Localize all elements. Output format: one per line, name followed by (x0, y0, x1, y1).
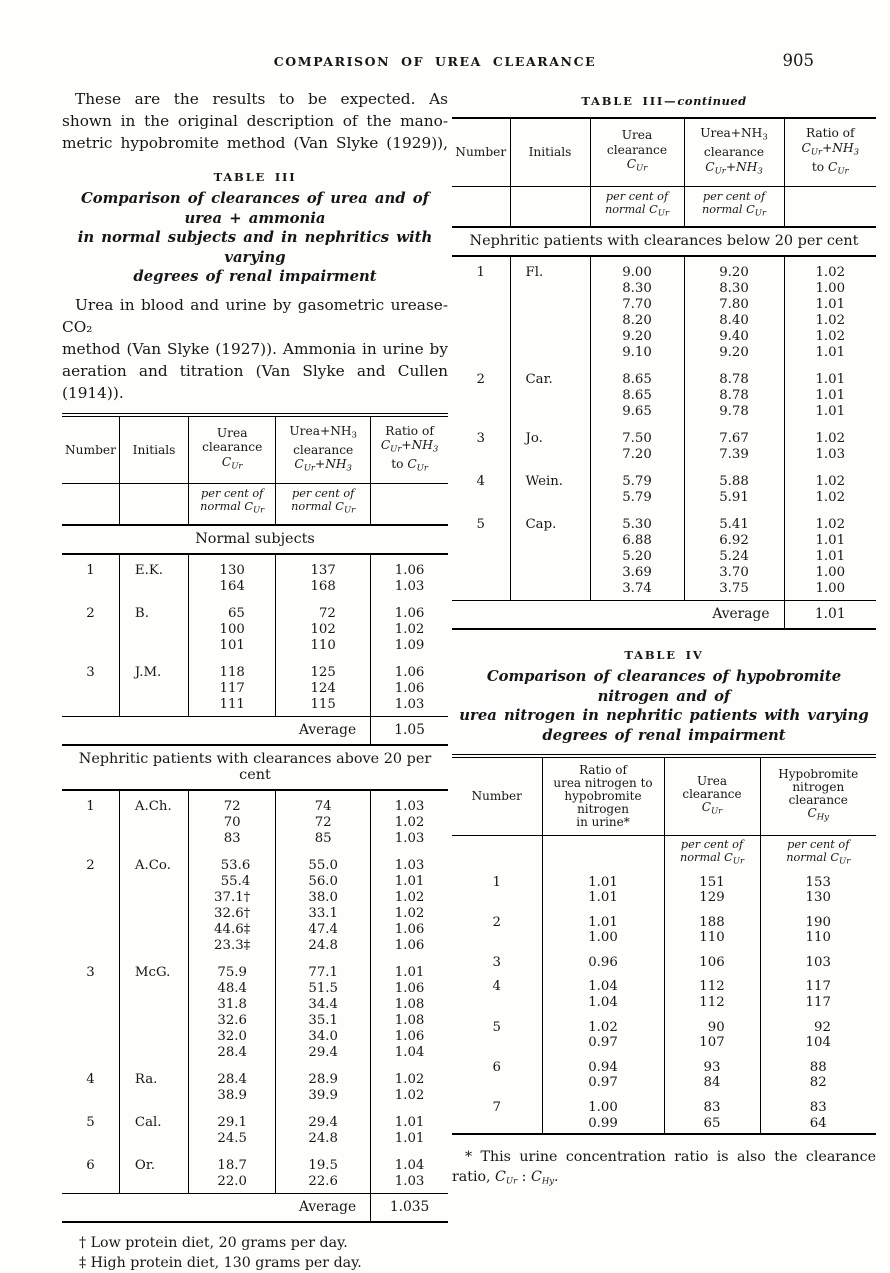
table3-methods-note (62, 294, 448, 404)
table-cell: 117 117 (760, 972, 876, 1012)
average-value: 1.035 (371, 1193, 448, 1222)
table-cell: 4 (476, 474, 485, 489)
table3-footnotes (62, 1233, 448, 1273)
table-cell: 7.50 7.20 (590, 423, 684, 466)
table-row (62, 1150, 448, 1194)
table-cell: 1.00 0.99 (542, 1093, 664, 1134)
table4-label: TABLE IV (624, 648, 704, 662)
table-cell: 72 102 110 (276, 598, 371, 657)
table-row (62, 790, 448, 850)
table-cell: 28.9 39.9 (276, 1064, 371, 1107)
table-cell: 4 (492, 979, 501, 995)
average-value: 1.05 (371, 716, 448, 745)
table-cell: Ra. (119, 1064, 188, 1107)
table-cell: 1.04 1.03 (371, 1150, 448, 1194)
column-header: Ratio of $C_{Ur}+NH_3$ to $C_{Ur}$ (371, 415, 448, 484)
table-cell: 6 (492, 1059, 501, 1075)
section-heading-row: Nephritic patients with clearances above 20 per cent (62, 745, 448, 790)
table3 (62, 413, 448, 1223)
table-cell: 0.96 (542, 948, 664, 973)
table-cell: 112 112 (664, 972, 760, 1012)
table-cell: Cal. (119, 1107, 188, 1150)
table-row (452, 256, 876, 364)
table-cell: 7 (492, 1100, 501, 1116)
table-cell: 151 129 (664, 872, 760, 908)
table-cell: 5 (476, 517, 485, 532)
table-cell: 2 (476, 372, 485, 387)
column-header: Urea clearance $C_{Ur}$ (590, 118, 684, 186)
table4 (452, 754, 876, 1135)
table4-title (452, 667, 876, 745)
text-line: urea nitrogen in nephritic patients with varying (459, 707, 869, 724)
table-cell: 1.01 1.06 1.08 1.08 1.06 1.04 (371, 957, 448, 1064)
table-row (452, 872, 876, 908)
table-row (62, 598, 448, 657)
intro-paragraph (62, 88, 448, 154)
average-row (62, 716, 448, 745)
table-cell: 1.02 0.97 (542, 1013, 664, 1053)
table-cell: 5.79 5.79 (590, 466, 684, 509)
text-line: in normal subjects and in nephritics with varying (77, 229, 433, 266)
table-cell: 8.65 8.65 9.65 (590, 364, 684, 423)
units-row: per cent of normal $C_{Ur}$ per cent of normal $C_{Ur}$ (452, 836, 876, 872)
table-cell: 19.5 22.6 (276, 1150, 371, 1194)
table3-label: TABLE III (213, 170, 297, 184)
table-cell: 1.01 1.01 1.01 (784, 364, 876, 423)
table-cell: 1 (476, 265, 485, 280)
table-cell: 1.01 1.00 (542, 908, 664, 948)
text-line: ratio, $C_{Ur}$ : $C_{Hy}$. (452, 1169, 559, 1187)
table-cell: 1.03 1.01 1.02 1.02 1.06 1.06 (371, 850, 448, 957)
column-header: Number (452, 118, 510, 186)
table-cell: 53.6 55.4 37.1† 32.6† 44.6‡ 23.3‡ (189, 850, 276, 957)
table-cell: 118 117 111 (189, 657, 276, 717)
text-line: † Low protein diet, 20 grams per day. (79, 1234, 348, 1251)
table-cell: 1.06 1.02 1.09 (371, 598, 448, 657)
header-row (452, 118, 876, 186)
table-cell: 83 64 (760, 1093, 876, 1134)
table-cell: 1 (492, 874, 501, 890)
table-cell: E.K. (119, 554, 188, 598)
table-row (452, 1053, 876, 1093)
text-line: aeration and titration (Van Slyke and Cullen (1914)). (62, 361, 448, 402)
column-header: Urea clearance $C_{Ur}$ (189, 415, 276, 484)
table-row (452, 466, 876, 509)
table-row (452, 948, 876, 973)
table-cell: 28.4 38.9 (189, 1064, 276, 1107)
average-row (452, 601, 876, 630)
text-line: ‡ High protein diet, 130 grams per day. (79, 1254, 362, 1271)
table3-title (62, 189, 448, 287)
column-header: $Urea+NH_3$ clearance $C_{Ur}+NH_3$ (684, 118, 784, 186)
table-row (62, 554, 448, 598)
table-cell: 29.4 24.8 (276, 1107, 371, 1150)
column-header: Ratio of $C_{Ur}+NH_3$ to $C_{Ur}$ (784, 118, 876, 186)
table-cell: 2 (86, 857, 95, 873)
table-cell: 1.02 1.03 (784, 423, 876, 466)
table-cell: 77.1 51.5 34.4 35.1 34.0 29.4 (276, 957, 371, 1064)
table-cell: Cap. (510, 509, 590, 601)
table-cell: McG. (119, 957, 188, 1064)
table-cell: 1.04 1.04 (542, 972, 664, 1012)
table-cell: B. (119, 598, 188, 657)
section-heading-row: Nephritic patients with clearances below 20 per cent (452, 227, 876, 256)
table3-continued-label: TABLE III—continued (581, 94, 747, 108)
average-label: Average (452, 601, 784, 630)
table-row (62, 657, 448, 717)
table-cell: 93 84 (664, 1053, 760, 1093)
table-cell: 72 70 83 (189, 790, 276, 850)
table-cell: 92 104 (760, 1013, 876, 1053)
text-line: shown in the original description of the mano- (62, 112, 448, 130)
table-cell: 3 (86, 664, 95, 680)
left-column (62, 88, 448, 1273)
average-value: 1.01 (784, 601, 876, 630)
page-number: 905 (782, 51, 814, 70)
column-header: Number (62, 415, 119, 484)
table-cell: 2 (492, 914, 501, 930)
column-header: Initials (119, 415, 188, 484)
table4-footnote (452, 1147, 876, 1192)
table-cell: A.Co. (119, 850, 188, 957)
table-row (452, 1093, 876, 1134)
table-cell: 106 (664, 948, 760, 973)
table-cell: 7.67 7.39 (684, 423, 784, 466)
table-cell: 5 (86, 1114, 95, 1130)
table-cell: 2 (86, 605, 95, 621)
table-cell: 9.20 8.30 7.80 8.40 9.40 9.20 (684, 256, 784, 364)
table-cell: 137 168 (276, 554, 371, 598)
table-cell: 1.01 1.01 (542, 872, 664, 908)
table-row (452, 908, 876, 948)
table-cell: 9.00 8.30 7.70 8.20 9.20 9.10 (590, 256, 684, 364)
table-row (452, 1013, 876, 1053)
header-row (452, 756, 876, 836)
column-header: Urea clearance $C_{Ur}$ (664, 756, 760, 836)
units-row: per cent of normal $C_{Ur}$ per cent of normal $C_{Ur}$ (62, 484, 448, 525)
section-heading-row: Normal subjects (62, 525, 448, 554)
header-row (62, 415, 448, 484)
running-head (0, 51, 890, 74)
table3-data-table (62, 413, 448, 1223)
table-cell: A.Ch. (119, 790, 188, 850)
table-cell: Or. (119, 1150, 188, 1194)
table-cell: 5.30 6.88 5.20 3.69 3.74 (590, 509, 684, 601)
table-cell: 3 (476, 431, 485, 446)
table-cell: 190 110 (760, 908, 876, 948)
table-cell: 1.02 1.02 (784, 466, 876, 509)
table-cell: 0.94 0.97 (542, 1053, 664, 1093)
table-cell: 5.88 5.91 (684, 466, 784, 509)
text-line: * This urine concentration ratio is also the clearance (465, 1149, 876, 1166)
text-line: Urea in blood and urine by gasometric urease-CO₂ (62, 295, 448, 336)
table4-data-table (452, 754, 876, 1135)
text-line: Comparison of clearances of hypobromite nitrogen and of (486, 668, 842, 705)
table-cell: 1.02 1.00 1.01 1.02 1.02 1.01 (784, 256, 876, 364)
table-cell: 90 107 (664, 1013, 760, 1053)
average-row (62, 1193, 448, 1222)
units-row: per cent of normal $C_{Ur}$ per cent of normal $C_{Ur}$ (452, 186, 876, 227)
text-line: method (Van Slyke (1927)). Ammonia in urine by (62, 339, 448, 358)
text-line: These are the results to be expected. As (75, 90, 448, 108)
table-cell: 1.01 1.01 (371, 1107, 448, 1150)
table-cell: 88 82 (760, 1053, 876, 1093)
column-header: Hypobromite nitrogen clearance $C_{Hy}$ (760, 756, 876, 836)
table-row (62, 1064, 448, 1107)
table-row (452, 423, 876, 466)
table-cell: 18.7 22.0 (189, 1150, 276, 1194)
table-row (452, 972, 876, 1012)
table-row (62, 957, 448, 1064)
right-column (452, 88, 876, 1192)
table-cell: 1.06 1.06 1.03 (371, 657, 448, 717)
column-header: Number (452, 756, 542, 836)
table-cell: 74 72 85 (276, 790, 371, 850)
text-line: Comparison of clearances of urea and of urea + ammonia (80, 190, 429, 227)
table-cell: 65 100 101 (189, 598, 276, 657)
table-cell: 55.0 56.0 38.0 33.1 47.4 24.8 (276, 850, 371, 957)
table-cell: 1.02 1.01 1.01 1.00 1.00 (784, 509, 876, 601)
table-cell: Fl. (510, 256, 590, 364)
table-cell: 1 (86, 562, 95, 578)
table-cell: Jo. (510, 423, 590, 466)
table-cell: Wein. (510, 466, 590, 509)
running-head-title: COMPARISON OF UREA CLEARANCE (273, 54, 597, 69)
table-cell: Car. (510, 364, 590, 423)
text-line: degrees of renal impairment (542, 726, 786, 744)
table-cell: 130 164 (189, 554, 276, 598)
table-row (452, 509, 876, 601)
table-cell: J.M. (119, 657, 188, 717)
table-cell: 103 (760, 948, 876, 973)
table3-continued-data-table (452, 117, 876, 630)
text-line: metric hypobromite method (Van Slyke (1929)), (62, 134, 448, 152)
column-header: Initials (510, 118, 590, 186)
table-cell: 188 110 (664, 908, 760, 948)
table-cell: 1 (86, 798, 95, 814)
column-header: $Urea+NH_3$ clearance $C_{Ur}+NH_3$ (276, 415, 371, 484)
table-row (62, 1107, 448, 1150)
table-cell: 125 124 115 (276, 657, 371, 717)
table-cell: 5 (492, 1019, 501, 1035)
table-row (62, 850, 448, 957)
table-cell: 8.78 8.78 9.78 (684, 364, 784, 423)
table-cell: 1.02 1.02 (371, 1064, 448, 1107)
table-cell: 83 65 (664, 1093, 760, 1134)
table-cell: 4 (86, 1071, 95, 1087)
table-cell: 3 (492, 954, 501, 970)
table-cell: 29.1 24.5 (189, 1107, 276, 1150)
text-line: degrees of renal impairment (133, 268, 377, 285)
table-cell: 75.9 48.4 31.8 32.6 32.0 28.4 (189, 957, 276, 1064)
table-cell: 1.06 1.03 (371, 554, 448, 598)
average-label: Average (62, 1193, 371, 1222)
table-cell: 3 (86, 964, 95, 980)
table-cell: 6 (86, 1157, 95, 1173)
average-label: Average (62, 716, 371, 745)
table-cell: 1.03 1.02 1.03 (371, 790, 448, 850)
column-header: Ratio of urea nitrogen to hypobromite nitrogen in urine* (542, 756, 664, 836)
table3-continued (452, 117, 876, 630)
table-cell: 153 130 (760, 872, 876, 908)
table-cell: 5.41 6.92 5.24 3.70 3.75 (684, 509, 784, 601)
table-row (452, 364, 876, 423)
